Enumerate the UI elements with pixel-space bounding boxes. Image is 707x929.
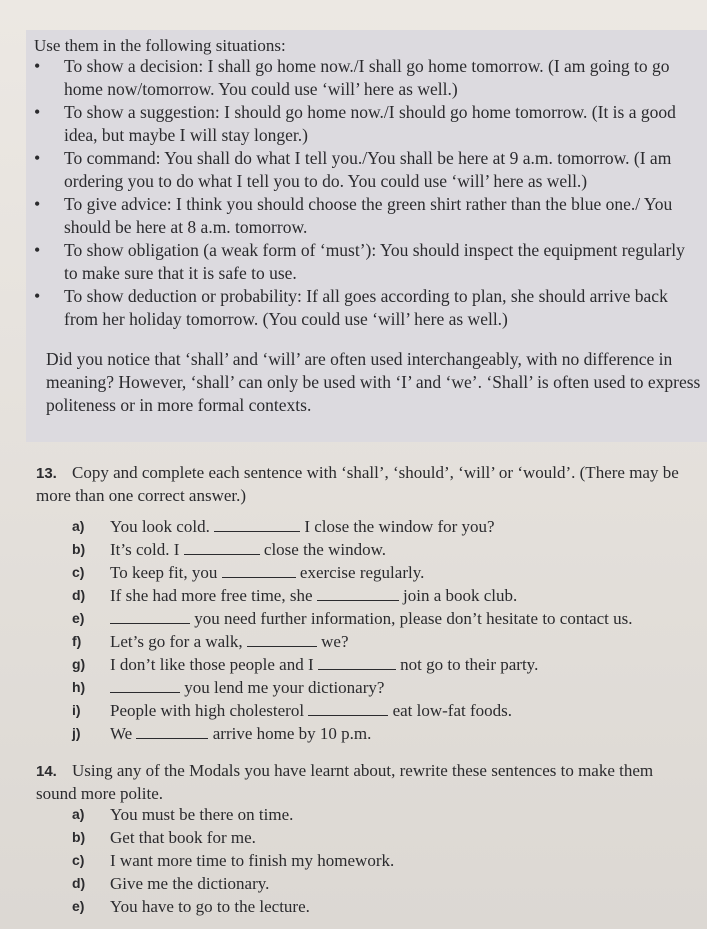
usage-item xyxy=(34,239,694,285)
list-item xyxy=(72,538,633,561)
item-text: If she had more free time, she xyxy=(110,586,317,605)
item-text: We xyxy=(110,724,137,743)
item-text: It’s cold. I xyxy=(110,540,184,559)
exercise-13-heading xyxy=(36,462,701,507)
list-item xyxy=(72,653,633,676)
exercise-number: 14. xyxy=(36,763,57,780)
item-text: Give me the dictionary. xyxy=(110,874,270,893)
list-item xyxy=(72,584,633,607)
item-letter: b) xyxy=(72,829,86,845)
list-item xyxy=(72,872,394,895)
list-item xyxy=(72,849,394,872)
item-text: People with high cholesterol xyxy=(110,701,309,720)
item-letter: c) xyxy=(72,564,85,580)
usage-item xyxy=(34,193,694,239)
usage-note: Did you notice that ‘shall’ and ‘will’ are often used interchangeably, with no difference in meaning? However, ‘shall’ can only be used with ‘I’ and ‘we’. ‘Shall’ is often used to express politeness or in more formal contexts. xyxy=(46,349,701,415)
list-item xyxy=(72,676,633,699)
item-letter: i) xyxy=(72,702,81,718)
answer-blank[interactable] xyxy=(214,517,300,532)
exercise-instruction: Using any of the Modals you have learnt about, rewrite these sentences to make them sound more polite. xyxy=(36,761,654,803)
list-item xyxy=(72,803,394,826)
item-text: join a book club. xyxy=(398,586,518,605)
item-text: exercise regularly. xyxy=(295,563,425,582)
intro-text: Use them in the following situations: xyxy=(34,36,286,55)
item-text: To keep fit, you xyxy=(110,563,222,582)
item-text: I want more time to finish my homework. xyxy=(110,851,395,870)
usage-text: To show a decision: I shall go home now./I shall go home tomorrow. (I am going to go home now/tomorrow. You could use ‘will’ here as well.) xyxy=(64,56,670,99)
usage-item xyxy=(34,55,694,101)
usage-text: To show a suggestion: I should go home now./I should go home tomorrow. (It is a good idea, but maybe I will stay longer.) xyxy=(64,102,676,145)
item-text: we? xyxy=(316,632,349,651)
usage-text: To show deduction or probability: If all goes according to plan, she should arrive back from her holiday tomorrow. (You could use ‘will’ here as well.) xyxy=(64,286,668,329)
item-letter: a) xyxy=(72,806,85,822)
item-text: You look cold. xyxy=(110,517,215,536)
usage-item xyxy=(34,285,694,331)
usage-text: To show obligation (a weak form of ‘must’): You should inspect the equipment regularly to make sure that it is safe to use. xyxy=(64,240,685,283)
item-letter: b) xyxy=(72,541,86,557)
item-letter: f) xyxy=(72,633,82,649)
item-text: I don’t like those people and I xyxy=(110,655,318,674)
item-text: not go to their party. xyxy=(395,655,539,674)
item-text: Let’s go for a walk, xyxy=(110,632,247,651)
item-text: eat low-fat foods. xyxy=(388,701,512,720)
usage-item xyxy=(34,101,694,147)
item-letter: g) xyxy=(72,656,86,672)
answer-blank[interactable] xyxy=(110,678,180,693)
item-text: Get that book for me. xyxy=(110,828,256,847)
usage-text: To give advice: I think you should choose the green shirt rather than the blue one./ You should be here at 8 a.m. tomorrow. xyxy=(64,194,673,237)
exercise-14-heading xyxy=(36,760,686,805)
list-item xyxy=(72,515,633,538)
item-letter: d) xyxy=(72,875,86,891)
answer-blank[interactable] xyxy=(136,724,208,739)
usage-text: To command: You shall do what I tell you./You shall be here at 9 a.m. tomorrow. (I am ordering you to do what I tell you to do. You could use ‘will’ here as well.) xyxy=(64,148,672,191)
list-item xyxy=(72,699,633,722)
exercise-instruction: Copy and complete each sentence with ‘shall’, ‘should’, ‘will’ or ‘would’. (There may be more than one correct answer.) xyxy=(36,463,679,505)
item-text: arrive home by 10 p.m. xyxy=(208,724,372,743)
list-item xyxy=(72,607,633,630)
list-item xyxy=(72,895,394,918)
item-letter: j) xyxy=(72,725,81,741)
answer-blank[interactable] xyxy=(222,563,296,578)
item-text: you lend me your dictionary? xyxy=(180,678,385,697)
list-item xyxy=(72,561,633,584)
item-text: you need further information, please don’t hesitate to contact us. xyxy=(190,609,633,628)
answer-blank[interactable] xyxy=(308,701,388,716)
list-item xyxy=(72,826,394,849)
item-letter: h) xyxy=(72,679,86,695)
answer-blank[interactable] xyxy=(184,540,260,555)
exercise-number: 13. xyxy=(36,465,57,482)
item-text: You must be there on time. xyxy=(110,805,294,824)
answer-blank[interactable] xyxy=(110,609,190,624)
item-letter: e) xyxy=(72,898,85,914)
item-text: I close the window for you? xyxy=(300,517,495,536)
item-letter: c) xyxy=(72,852,85,868)
answer-blank[interactable] xyxy=(318,655,396,670)
item-text: close the window. xyxy=(259,540,387,559)
item-letter: e) xyxy=(72,610,85,626)
answer-blank[interactable] xyxy=(317,586,399,601)
usage-item xyxy=(34,147,694,193)
list-item xyxy=(72,722,633,745)
exercise-13-items xyxy=(72,515,633,745)
answer-blank[interactable] xyxy=(247,632,317,647)
usage-list xyxy=(34,55,694,331)
exercise-14-items xyxy=(72,803,394,918)
item-text: You have to go to the lecture. xyxy=(110,897,310,916)
list-item xyxy=(72,630,633,653)
item-letter: a) xyxy=(72,518,85,534)
item-letter: d) xyxy=(72,587,86,603)
